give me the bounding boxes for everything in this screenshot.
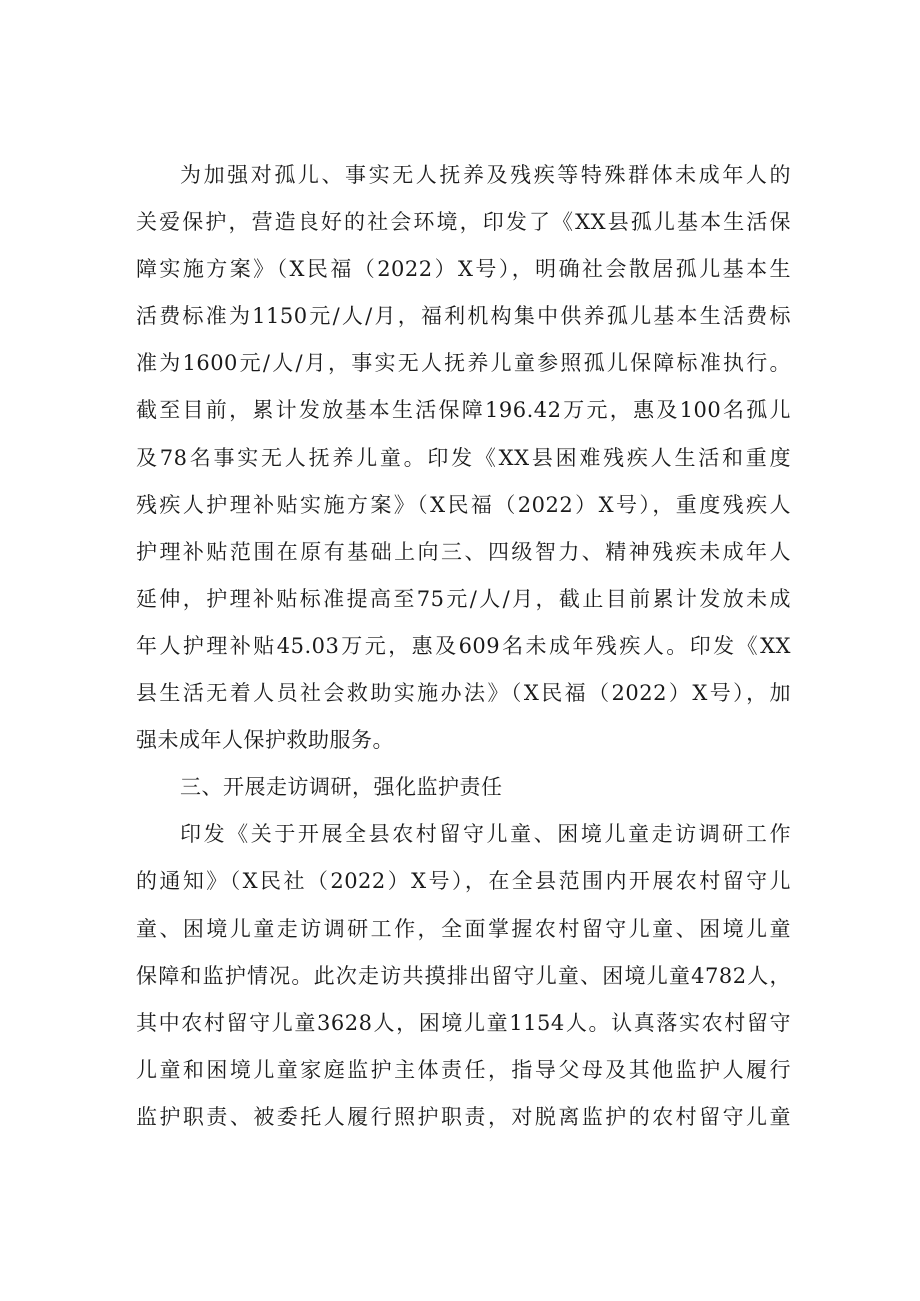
paragraph-line: 关爱保护，营造良好的社会环境，印发了《XX县孤儿基本生活保 — [136, 210, 791, 235]
paragraph-line: 延伸，护理补贴标准提高至75元/人/月，截止目前累计发放未成 — [136, 586, 791, 611]
paragraph-line: 的通知》（X民社（2022）X号），在全县范围内开展农村留守儿 — [136, 869, 791, 894]
paragraph-line: 印发《关于开展全县农村留守儿童、困境儿童走访调研工作 — [180, 822, 791, 847]
document-body — [136, 152, 791, 1141]
paragraph-line: 及78名事实无人抚养儿童。印发《XX县困难残疾人生活和重度 — [136, 445, 791, 470]
section-heading — [136, 764, 791, 811]
paragraph-line: 童、困境儿童走访调研工作，全面掌握农村留守儿童、困境儿童 — [136, 916, 791, 941]
paragraph-line: 保障和监护情况。此次走访共摸排出留守儿童、困境儿童4782人， — [136, 963, 791, 988]
paragraph-line: 强未成年人保护救助服务。 — [136, 728, 394, 753]
paragraph-3 — [136, 811, 791, 1141]
paragraph-line: 护理补贴范围在原有基础上向三、四级智力、精神残疾未成年人 — [136, 539, 791, 564]
paragraph-line: 监护职责、被委托人履行照护职责，对脱离监护的农村留守儿童 — [136, 1104, 791, 1129]
paragraph-line: 活费标准为1150元/人/月，福利机构集中供养孤儿基本生活费标 — [136, 304, 791, 329]
paragraph-line: 截至目前，累计发放基本生活保障196.42万元，惠及100名孤儿 — [136, 398, 791, 423]
paragraph-line: 县生活无着人员社会救助实施办法》（X民福（2022）X号），加 — [136, 681, 791, 706]
paragraph-line: 残疾人护理补贴实施方案》（X民福（2022）X号），重度残疾人 — [136, 492, 791, 517]
paragraph-line: 年人护理补贴45.03万元，惠及609名未成年残疾人。印发《XX — [136, 633, 791, 658]
paragraph-1 — [136, 152, 791, 764]
paragraph-line: 为加强对孤儿、事实无人抚养及残疾等特殊群体未成年人的 — [180, 163, 791, 187]
paragraph-line: 儿童和困境儿童家庭监护主体责任，指导父母及其他监护人履行 — [136, 1057, 791, 1082]
section-heading-text: 三、开展走访调研，强化监护责任 — [180, 775, 503, 800]
paragraph-line: 其中农村留守儿童3628人，困境儿童1154人。认真落实农村留守 — [136, 1010, 791, 1035]
paragraph-line: 障实施方案》（X民福（2022）X号），明确社会散居孤儿基本生 — [136, 257, 791, 282]
paragraph-line: 准为1600元/人/月，事实无人抚养儿童参照孤儿保障标准执行。 — [136, 351, 791, 376]
